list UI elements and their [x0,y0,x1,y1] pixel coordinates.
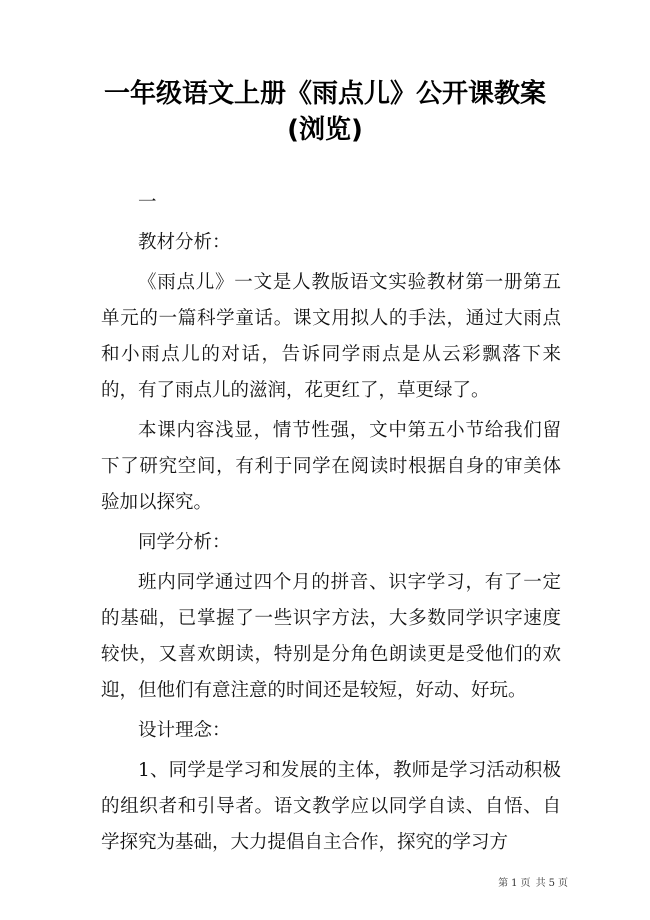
page-number-total: 5 [548,878,556,889]
heading-design-concept: 设计理念： [138,720,231,741]
paragraph-textbook-analysis-1: 《雨点儿》一文是人教版语文实验教材第一册第五单元的一篇科学童话。课文用拟人的手法，通过大雨点和小雨点儿的对话，告诉同学雨点是从云彩飘落下来的，有了雨点儿的滋润，花更红了，草更绿了。 [101,272,561,401]
heading-textbook-analysis: 教材分析： [138,232,231,253]
page-footer [497,874,570,889]
paragraph-textbook-analysis-2: 本课内容浅显，情节性强，文中第五小节给我们留下了研究空间，有利于同学在阅读时根据自身的审美体验加以探究。 [101,420,561,513]
heading-student-analysis: 同学分析： [138,532,231,553]
page-label-prefix: 第 [498,878,510,889]
document-title: 一年级语文上册《雨点儿》公开课教案(浏览) [103,79,546,145]
page-label-mid: 页 共 [520,878,547,889]
paragraph-section-number: 一 [138,192,157,213]
document-body [101,185,561,865]
page-label-suffix: 页 [558,878,569,889]
paragraph-design-concept-1: 1、同学是学习和发展的主体，教师是学习活动积极的组织者和引导者。语文教学应以同学自读、自悟、自学探究为基础，大力提倡自主合作，探究的学习方 [101,760,561,853]
page-number-current: 1 [511,878,519,889]
paragraph-student-analysis: 班内同学通过四个月的拼音、识字学习，有了一定的基础，已掌握了一些识字方法，大多数同学识字速度较快，又喜欢朗读，特别是分角色朗读更是受他们的欢迎，但他们有意注意的时间还是较短，好动、好玩。 [101,572,561,701]
